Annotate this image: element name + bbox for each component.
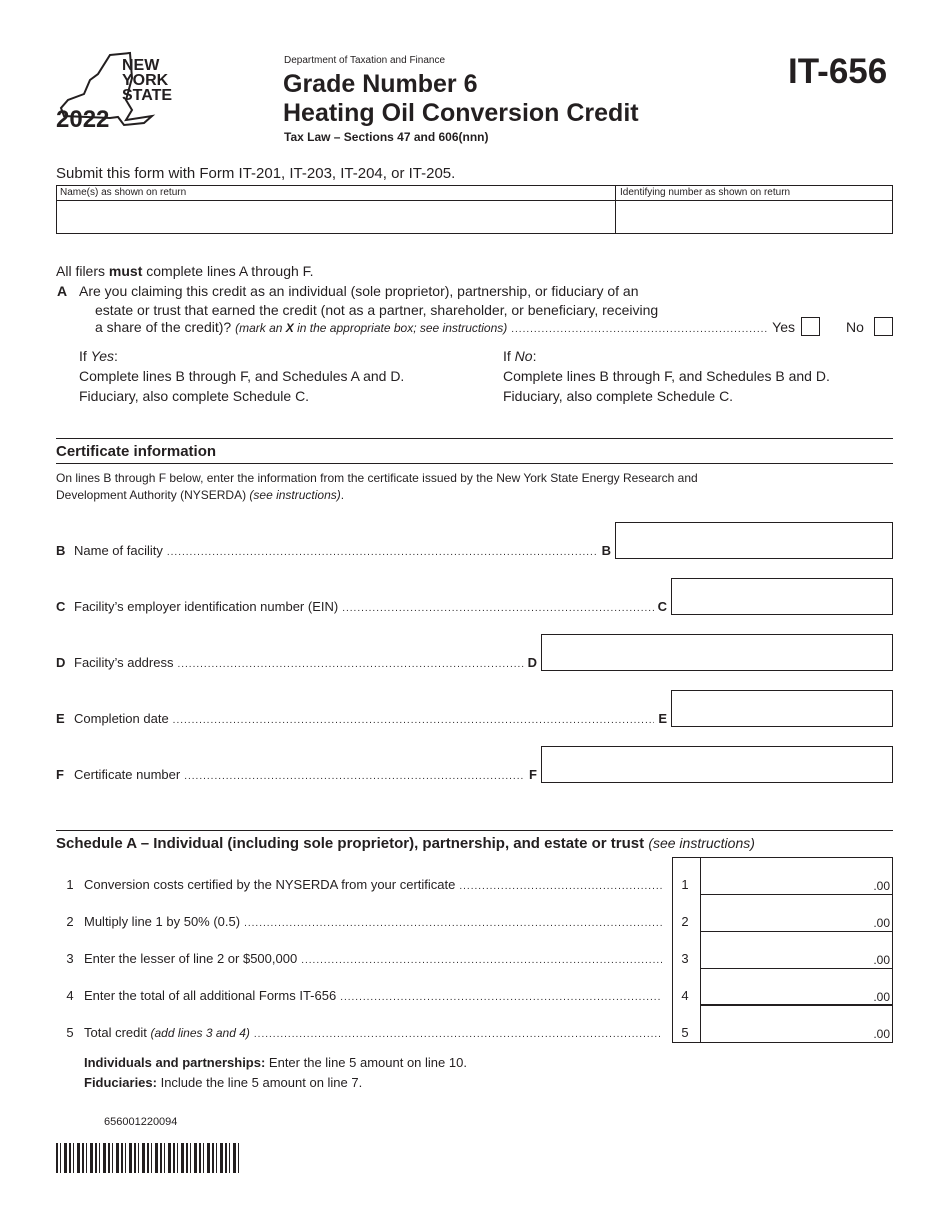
if-no-instructions: If No: Complete lines B through F, and Schedules B and D. Fiduciary, also complete Schedule C. <box>503 348 830 404</box>
id-label: Identifying number as shown on return <box>620 187 791 198</box>
form-number: IT-656 <box>788 52 888 91</box>
line-number-box: 1 <box>681 877 689 892</box>
line-c: C Facility’s employer identification number (EIN) ..... C <box>56 599 667 614</box>
line-5-amount-input[interactable]: .00 <box>873 1027 890 1041</box>
id-number-input[interactable] <box>617 202 891 232</box>
filers-intro: All filers must complete lines A through F. <box>56 263 314 279</box>
certificate-instructions: On lines B through F below, enter the information from the certificate issued by the New York State Energy Research and Development Authority (NYSERDA) (see instructions). <box>56 471 698 502</box>
question-a-last-line: a share of the credit)? (mark an X in the appropriate box; see instructions) ..... Yes <box>95 319 795 335</box>
logo-text: NEW YORK STATE <box>122 57 173 104</box>
nys-logo <box>52 50 182 135</box>
line-1-amount-input[interactable]: .00 <box>873 879 890 893</box>
line-number-box: 2 <box>681 914 689 929</box>
ein-input[interactable] <box>671 578 893 615</box>
line-number-box: 5 <box>681 1025 689 1040</box>
no-checkbox[interactable] <box>874 317 893 336</box>
submit-note: Submit this form with Form IT-201, IT-203, IT-204, or IT-205. <box>56 165 456 182</box>
line-number-box: 4 <box>681 988 689 1003</box>
line-2-amount-input[interactable]: .00 <box>873 916 890 930</box>
name-label: Name(s) as shown on return <box>60 187 187 198</box>
schedule-a-line-3: 3 Enter the lesser of line 2 or $500,000 ..... 3 .00 <box>56 941 893 978</box>
line-3-amount-input[interactable]: .00 <box>873 953 890 967</box>
name-input[interactable] <box>59 202 613 232</box>
if-yes-instructions: If Yes: Complete lines B through F, and Schedules A and D. Fiduciary, also complete Schedule C. <box>79 348 405 404</box>
page-title: Grade Number 6 Heating Oil Conversion Credit <box>283 70 639 127</box>
certificate-number-input[interactable] <box>541 746 893 783</box>
schedule-a-notes: Individuals and partnerships: Enter the line 5 amount on line 10. Fiduciaries: Include the line 5 amount on line 7. <box>84 1055 467 1090</box>
schedule-a-line-1: 1 Conversion costs certified by the NYSERDA from your certificate ..... 1 .00 <box>56 867 893 904</box>
schedule-a-line-2: 2 Multiply line 1 by 50% (0.5) ..... 2 .00 <box>56 904 893 941</box>
tax-law: Tax Law – Sections 47 and 606(nnn) <box>284 130 489 144</box>
barcode-number: 656001220094 <box>104 1116 178 1128</box>
completion-date-input[interactable] <box>671 690 893 727</box>
line-number-box: 3 <box>681 951 689 966</box>
question-a-text: Are you claiming this credit as an individual (sole proprietor), partnership, or fiduciary of an <box>79 283 639 299</box>
no-label: No <box>846 319 864 335</box>
barcode <box>56 1143 239 1173</box>
line-f: F Certificate number ..... F <box>56 767 537 782</box>
line-4-amount-input[interactable]: .00 <box>873 990 890 1004</box>
facility-address-input[interactable] <box>541 634 893 671</box>
id-table <box>56 185 893 234</box>
line-d: D Facility’s address ..... D <box>56 655 537 670</box>
facility-name-input[interactable] <box>615 522 893 559</box>
question-a-text: estate or trust that earned the credit (not as a partner, shareholder, or beneficiary, receiving <box>95 302 659 318</box>
schedule-a-line-5: 5 Total credit (add lines 3 and 4) ..... 5 .00 <box>56 1015 893 1052</box>
logo-year: 2022 <box>56 106 110 133</box>
department: Department of Taxation and Finance <box>284 55 446 66</box>
line-letter: A <box>57 283 68 299</box>
schedule-a-line-4: 4 Enter the total of all additional Forms IT-656 ..... 4 .00 <box>56 978 893 1015</box>
line-e: E Completion date ..... E <box>56 711 667 726</box>
certificate-heading: Certificate information <box>56 443 217 460</box>
line-b: B Name of facility ..... B <box>56 543 611 558</box>
schedule-a-heading: Schedule A – Individual (including sole proprietor), partnership, and estate or trust (see instructions) <box>56 835 755 852</box>
yes-checkbox[interactable] <box>801 317 820 336</box>
